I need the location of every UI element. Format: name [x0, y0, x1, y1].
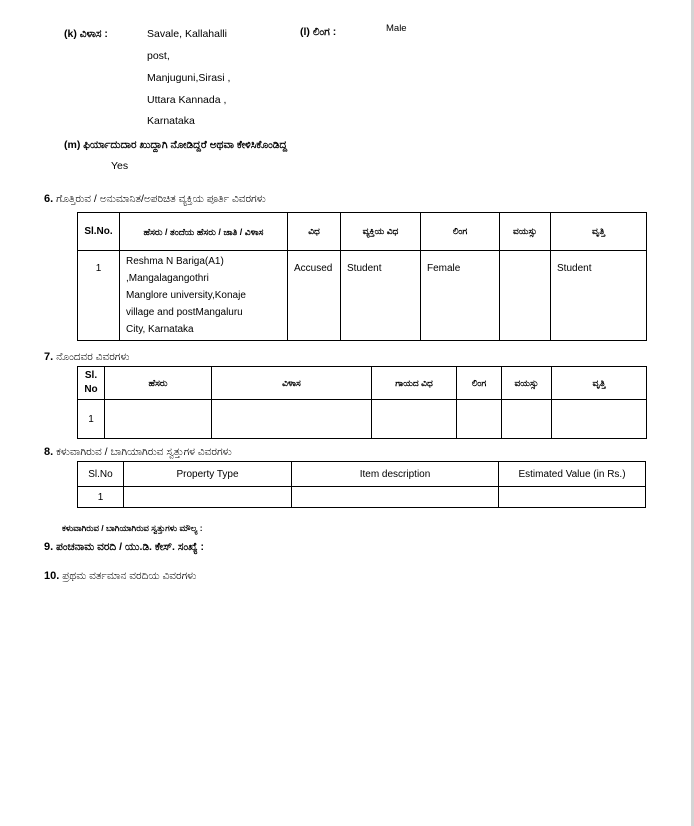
row-occupation [552, 400, 647, 439]
row-slno: 1 [78, 487, 124, 508]
address-line-5: Karnataka [147, 115, 195, 127]
section-10-heading [44, 570, 196, 583]
col-person-type: ವ್ಯಕ್ತಿಯ ವಿಧ [341, 213, 421, 251]
section-7-heading [44, 351, 130, 364]
col-address: ವಿಳಾಸ [212, 367, 372, 400]
table-row [78, 251, 647, 341]
property-table [77, 461, 646, 508]
col-slno: Sl.No [78, 462, 124, 487]
table-row [78, 400, 647, 439]
row-person-type: Student [341, 251, 421, 341]
witness-value: Yes [111, 160, 129, 172]
col-estimated-value: Estimated Value (in Rs.) [499, 462, 646, 487]
row-address [212, 400, 372, 439]
gender-value: Male [386, 23, 407, 34]
gender-label: (l) ಲಿಂಗ : [300, 26, 337, 38]
row-occupation: Student [551, 251, 647, 341]
row-gender [457, 400, 502, 439]
row-slno: 1 [78, 251, 120, 341]
name-line: Manglore university,Konaje [126, 290, 246, 301]
section-7-title: ನೊಂದವರ ವಿವರಗಳು [56, 351, 130, 363]
col-item-description: Item description [292, 462, 499, 487]
address-line-2: post, [147, 50, 170, 62]
witness-label: (m) ಫಿರ್ಯಾದುದಾರ ಖುದ್ದಾಗಿ ನೋಡಿದ್ದರೆ ಅಥವಾ ಕೇಳಿಸಿಕೊಂಡಿದ್ದ [64, 139, 288, 151]
victim-table [77, 366, 647, 439]
col-gender: ಲಿಂಗ [421, 213, 500, 251]
col-occupation: ವೃತ್ತಿ [551, 213, 647, 251]
address-line-3: Manjuguni,Sirasi , [147, 72, 231, 84]
row-estimated-value [499, 487, 646, 508]
property-total-label: ಕಳುವಾಗಿರುವ / ಬಾಗಿಯಾಗಿರುವ ಸ್ವತ್ತುಗಳು ಮೌಲ್ಯ : [62, 523, 203, 533]
row-gender: Female [421, 251, 500, 341]
row-age [502, 400, 552, 439]
col-age: ವಯಸ್ಸು [500, 213, 551, 251]
name-line: Reshma N Bariga(A1) [126, 256, 224, 267]
section-9-number: 9. [44, 541, 54, 553]
row-slno: 1 [78, 400, 105, 439]
section-6-number: 6. [44, 193, 54, 205]
name-line: ,Mangalagangothri [126, 273, 209, 284]
row-name [105, 400, 212, 439]
accused-table-header [78, 213, 647, 251]
col-property-type: Property Type [124, 462, 292, 487]
section-9-title: ಪಂಚನಾಮ ವರದಿ / ಯು.ಡಿ. ಕೇಸ್. ಸಂಖ್ಯೆ : [56, 541, 205, 553]
row-item-description [292, 487, 499, 508]
accused-table [77, 212, 647, 341]
table-row [78, 487, 646, 508]
col-name-address: ಹೆಸರು / ತಂದೆಯ ಹೆಸರು / ಜಾತಿ / ವಿಳಾಸ [120, 213, 288, 251]
address-line-1: Savale, Kallahalli [147, 28, 227, 40]
row-injury-type [372, 400, 457, 439]
row-name-address [120, 251, 288, 341]
section-10-title: ಪ್ರಥಮ ವರ್ತಮಾನ ವರದಿಯ ವಿವರಗಳು [62, 570, 197, 582]
section-8-number: 8. [44, 446, 54, 458]
address-label: (k) ವಿಳಾಸ : [64, 28, 108, 40]
col-slno: Sl.No. [78, 213, 120, 251]
col-type: ವಿಧ [288, 213, 341, 251]
property-table-header [78, 462, 646, 487]
section-10-number: 10. [44, 570, 60, 582]
col-occupation: ವೃತ್ತಿ [552, 367, 647, 400]
section-8-heading [44, 446, 232, 459]
section-8-title: ಕಳುವಾಗಿರುವ / ಬಾಗಿಯಾಗಿರುವ ಸ್ವತ್ತುಗಳ ವಿವರಗಳು [56, 446, 232, 458]
row-property-type [124, 487, 292, 508]
row-age [500, 251, 551, 341]
address-line-4: Uttara Kannada , [147, 94, 227, 106]
section-7-number: 7. [44, 351, 54, 363]
victim-table-header [78, 367, 647, 400]
col-gender: ಲಿಂಗ [457, 367, 502, 400]
col-age: ವಯಸ್ಸು [502, 367, 552, 400]
name-line: village and postMangaluru [126, 307, 243, 318]
row-type: Accused [288, 251, 341, 341]
col-injury-type: ಗಾಯದ ವಿಧ [372, 367, 457, 400]
col-slno: Sl. No [78, 367, 105, 400]
section-6-heading [44, 193, 266, 206]
col-name: ಹೆಸರು [105, 367, 212, 400]
section-9-heading [44, 541, 204, 554]
section-6-title: ಗೊತ್ತಿರುವ / ಅನುಮಾನಿತ/ಅಪರಿಚಿತ ವ್ಯಕ್ತಿಯ ಪೂರ್ತಿ ವಿವರಗಳು [56, 193, 266, 205]
name-line: City, Karnataka [126, 324, 194, 335]
